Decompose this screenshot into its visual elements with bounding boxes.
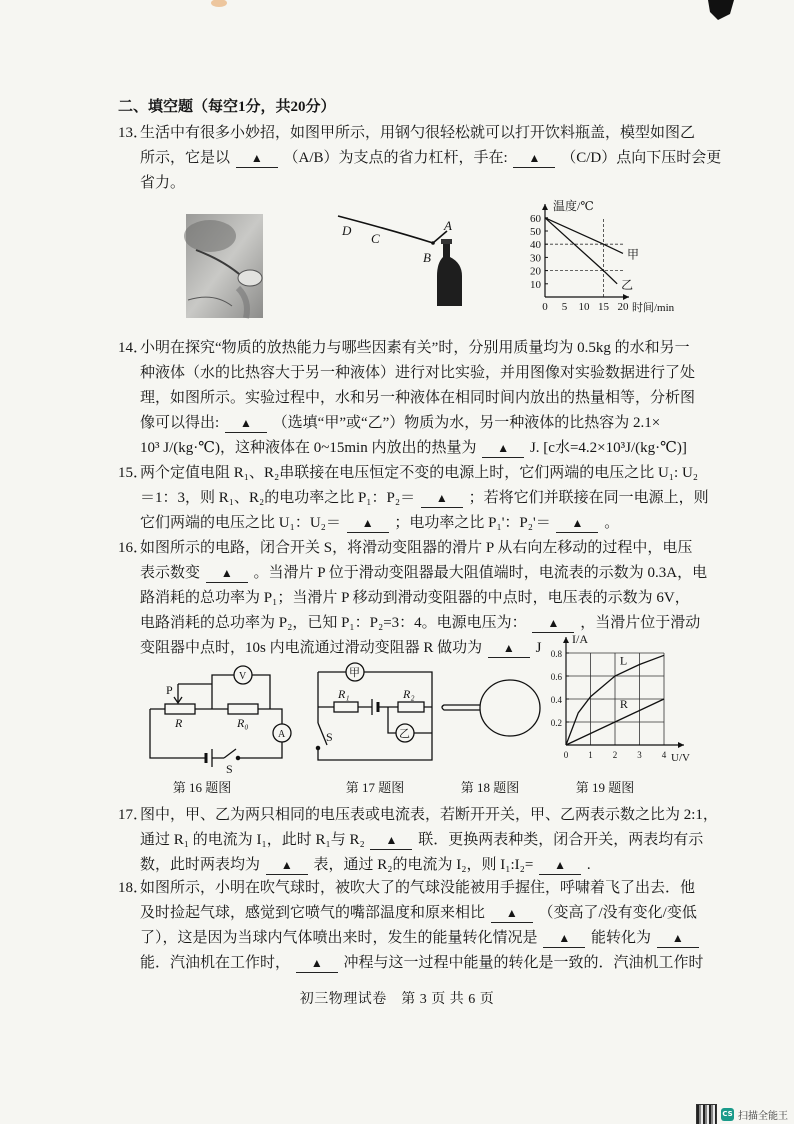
label-jia: 甲 bbox=[349, 667, 360, 679]
question-text-line: 10³ J/(kg·℃)，这种液体在 0~15min 内放出的热量为 ▲ J. [c水=4.2×10³J/(kg·℃)] bbox=[140, 440, 687, 456]
series-label: 乙 bbox=[621, 277, 634, 292]
question-text-line: 能．汽油机在工作时， ▲ 冲程与这一过程中能量的转化是一致的．汽油机工作时 bbox=[140, 955, 704, 971]
answer-blank: ▲ bbox=[539, 857, 581, 875]
wire bbox=[388, 707, 432, 733]
photo-bottle-opener bbox=[184, 214, 263, 318]
question-text-line: 路消耗的总功率为 P₁；当滑片 P 移动到滑动变阻器的中点时，电压表的示数为 6V， bbox=[140, 590, 690, 606]
scanner-watermark bbox=[696, 1104, 788, 1124]
question-text-line: 及时捡起气球，感觉到它喷气的嘴部温度和原来相比 ▲ （变高了/没有变化/变低 bbox=[140, 905, 697, 921]
label-p: P bbox=[166, 683, 173, 697]
answer-blank: ▲ bbox=[296, 955, 338, 973]
x-axis-label: 时间/min bbox=[632, 302, 675, 314]
label-s: S bbox=[226, 762, 233, 776]
x-tick-label: 10 bbox=[578, 301, 590, 313]
y-axis-label: I/A bbox=[572, 632, 588, 646]
question-text-line: 表示数变 ▲ 。当滑片 P 位于滑动变阻器最大阻值端时，电流表的示数为 0.3A，电 bbox=[140, 565, 708, 581]
lever-diagram bbox=[338, 216, 462, 306]
wire bbox=[150, 709, 282, 758]
y-tick-label: 50 bbox=[530, 226, 541, 238]
y-axis-arrow bbox=[542, 204, 548, 210]
series-label: 甲 bbox=[627, 247, 640, 262]
series-line-1 bbox=[545, 218, 617, 284]
y-tick-label: 60 bbox=[530, 212, 541, 225]
label-b: B bbox=[423, 250, 431, 265]
rheostat bbox=[165, 704, 195, 714]
section-title: 二、填空题（每空1分，共20分） bbox=[118, 99, 336, 115]
answer-blank: ▲ bbox=[532, 615, 574, 633]
question-13 bbox=[118, 121, 728, 196]
question-number: 18． bbox=[118, 880, 149, 896]
caption-18: 第 18 题图 bbox=[460, 780, 520, 795]
balloon bbox=[480, 680, 540, 736]
caption-19: 第 19 题图 bbox=[575, 780, 635, 795]
y-tick-label: 0.2 bbox=[550, 718, 562, 728]
question-text-line: 数，此时两表均为 ▲ 表，通过 R₂的电流为 I₂，则 I₁:I₂= ▲ . bbox=[140, 857, 591, 873]
label-a: A bbox=[278, 729, 286, 740]
balloon-nozzle bbox=[442, 705, 480, 710]
y-tick-label: 40 bbox=[530, 239, 541, 252]
question-number: 14． bbox=[118, 340, 149, 356]
balloon-figure bbox=[442, 680, 540, 736]
answer-blank: ▲ bbox=[488, 640, 530, 658]
y-tick-label: 0.8 bbox=[550, 649, 562, 659]
answer-blank: ▲ bbox=[347, 515, 389, 533]
x-axis-label: U/V bbox=[671, 752, 690, 764]
question-text-line: 小明在探究“物质的放热能力与哪些因素有关”时，分别用质量均为 0.5kg 的水和另一 bbox=[140, 340, 690, 356]
question-18 bbox=[118, 876, 728, 976]
question-text-line: 省力。 bbox=[140, 175, 186, 191]
x-tick-label: 0 bbox=[563, 750, 569, 760]
caption-17: 第 17 题图 bbox=[345, 780, 405, 795]
question-text-line: 通过 R₁ 的电流为 I₁，此时 R₁与 R₂ ▲ 联．更换两表种类，闭合开关，两表均有示 bbox=[140, 832, 704, 848]
question-text-line: ＝1：3，则 R₁、R₂的电功率之比 P₁：P₂＝ ▲ ；若将它们并联接在同一电源上，则 bbox=[140, 490, 709, 506]
label-yi: 乙 bbox=[399, 728, 410, 740]
watermark-name: 扫描全能王 bbox=[738, 1110, 788, 1122]
question-text-line: 像可以得出: ▲ （选填“甲”或“乙”）物质为水，另一种液体的比热容为 2.1× bbox=[140, 415, 661, 431]
circuit-16-labels bbox=[166, 671, 286, 776]
label-r2: R₂ bbox=[403, 687, 415, 701]
resistor-r0 bbox=[228, 704, 258, 714]
answer-blank: ▲ bbox=[482, 440, 524, 458]
bottle bbox=[437, 244, 462, 306]
label-a: A bbox=[444, 218, 452, 233]
question-text-line: 图中，甲、乙为两只相同的电压表或电流表，若断开开关，甲、乙两表示数之比为 2:1， bbox=[140, 807, 718, 823]
fulcrum-dot bbox=[431, 241, 435, 245]
y-axis-label: 温度/℃ bbox=[553, 199, 594, 213]
y-tick-label: 30 bbox=[530, 252, 541, 265]
x-tick-label: 3 bbox=[637, 750, 642, 760]
spoon-lever bbox=[338, 216, 447, 243]
figure-captions bbox=[173, 780, 635, 795]
answer-blank: ▲ bbox=[543, 930, 585, 948]
answer-blank: ▲ bbox=[657, 930, 699, 948]
bottle-cap bbox=[441, 239, 452, 244]
y-tick-label: 0.6 bbox=[550, 672, 562, 682]
x-tick-label: 1 bbox=[588, 750, 593, 760]
label-c: C bbox=[371, 231, 380, 246]
answer-blank: ▲ bbox=[421, 490, 463, 508]
question-text-line: 种液体（水的比热容大于另一种液体）进行对比实验，并用图像对实验数据进行了处 bbox=[140, 365, 696, 381]
x-tick-label: 2 bbox=[612, 750, 618, 760]
resistor-r2 bbox=[398, 702, 424, 712]
resistor-r1 bbox=[334, 702, 358, 712]
slider-p bbox=[174, 684, 182, 703]
page-footer: 初三物理试卷 第 3 页 共 6 页 bbox=[299, 992, 495, 1007]
label-v: V bbox=[239, 671, 247, 682]
series-line-0 bbox=[545, 218, 623, 254]
question-number: 15． bbox=[118, 465, 149, 481]
question-text-line: 理，如图所示。实验过程中，水和另一种液体在相同时间内放出的热量相等，分析图 bbox=[140, 390, 696, 406]
x-tick-label: 0 bbox=[542, 301, 548, 313]
circuit-16 bbox=[150, 666, 291, 767]
wire bbox=[318, 672, 432, 760]
label-s: S bbox=[326, 730, 333, 744]
label-d: D bbox=[342, 223, 352, 238]
scan-artifact bbox=[211, 0, 227, 7]
camscanner-logo-icon: CS bbox=[721, 1108, 734, 1121]
circuit-17 bbox=[316, 663, 432, 760]
label-r0: R₀ bbox=[237, 716, 249, 730]
question-text-line: 生活中有很多小妙招，如图甲所示，用钢勺很轻松就可以打开饮料瓶盖，模型如图乙 bbox=[140, 125, 696, 141]
qr-code-icon bbox=[696, 1104, 717, 1124]
answer-blank: ▲ bbox=[370, 832, 412, 850]
label-r1: R₁ bbox=[338, 687, 350, 701]
answer-blank: ▲ bbox=[491, 905, 533, 923]
circuit-17-labels bbox=[326, 666, 415, 744]
question-text-line: 两个定值电阻 R₁、R₂串联接在电压恒定不变的电源上时，它们两端的电压之比 U₁: U₂ bbox=[140, 465, 699, 481]
x-tick-label: 5 bbox=[561, 301, 568, 313]
question-text-line: 它们两端的电压之比 U₁：U₂＝ ▲ ；电功率之比 P₁'：P₂'＝ ▲ 。 bbox=[140, 515, 620, 531]
question-14 bbox=[118, 336, 728, 461]
answer-blank: ▲ bbox=[266, 857, 308, 875]
question-text-line: 如图所示，小明在吹气球时，被吹大了的气球没能被用手握住，呼啸着飞了出去．他 bbox=[140, 880, 696, 896]
answer-blank: ▲ bbox=[236, 150, 278, 168]
switch bbox=[224, 749, 236, 758]
x-axis-arrow bbox=[678, 742, 684, 748]
scan-artifact bbox=[708, 0, 734, 20]
answer-blank: ▲ bbox=[225, 415, 267, 433]
question-text-line: 所示，它是以 ▲ （A/B）为支点的省力杠杆，手在: ▲ （C/D）点向下压时会更 bbox=[140, 150, 722, 166]
label-r: R bbox=[175, 716, 183, 730]
y-tick-label: 10 bbox=[530, 278, 541, 291]
switch-contact bbox=[236, 756, 239, 759]
x-axis-arrow bbox=[623, 294, 629, 300]
answer-blank: ▲ bbox=[556, 515, 598, 533]
question-15 bbox=[118, 461, 728, 536]
question-text-line: 如图所示的电路，闭合开关 S，将滑动变阻器的滑片 P 从右向左移动的过程中，电压 bbox=[140, 540, 693, 556]
question-number: 16． bbox=[118, 540, 149, 556]
temperature-time-chart bbox=[530, 198, 675, 314]
series-label: L bbox=[619, 653, 628, 668]
series-label: R bbox=[619, 697, 628, 712]
question-number: 17． bbox=[118, 807, 149, 823]
answer-blank: ▲ bbox=[513, 150, 555, 168]
y-tick-label: 20 bbox=[530, 265, 541, 278]
question-text-line: 了），这是因为当球内气体喷出来时，发生的能量转化情况是 ▲ 能转化为 ▲ bbox=[118, 926, 728, 951]
caption-16: 第 16 题图 bbox=[172, 780, 232, 795]
question-text-line: 变阻器中点时，10s 内电流通过滑动变阻器 R 做功为 ▲ J bbox=[140, 640, 542, 656]
question-17 bbox=[118, 803, 728, 878]
y-tick-label: 0.4 bbox=[550, 695, 562, 705]
answer-blank: ▲ bbox=[206, 565, 248, 583]
question-number: 13． bbox=[118, 125, 149, 141]
switch-contact bbox=[316, 746, 319, 749]
x-tick-label: 15 bbox=[598, 301, 609, 313]
question-text-line: 电路消耗的总功率为 P₂，已知 P₁：P₂=3：4。电源电压为： ▲ ，当滑片位于滑动 bbox=[140, 615, 701, 631]
question-16 bbox=[118, 536, 728, 661]
x-tick-label: 4 bbox=[661, 750, 667, 760]
x-tick-label: 20 bbox=[617, 301, 629, 313]
